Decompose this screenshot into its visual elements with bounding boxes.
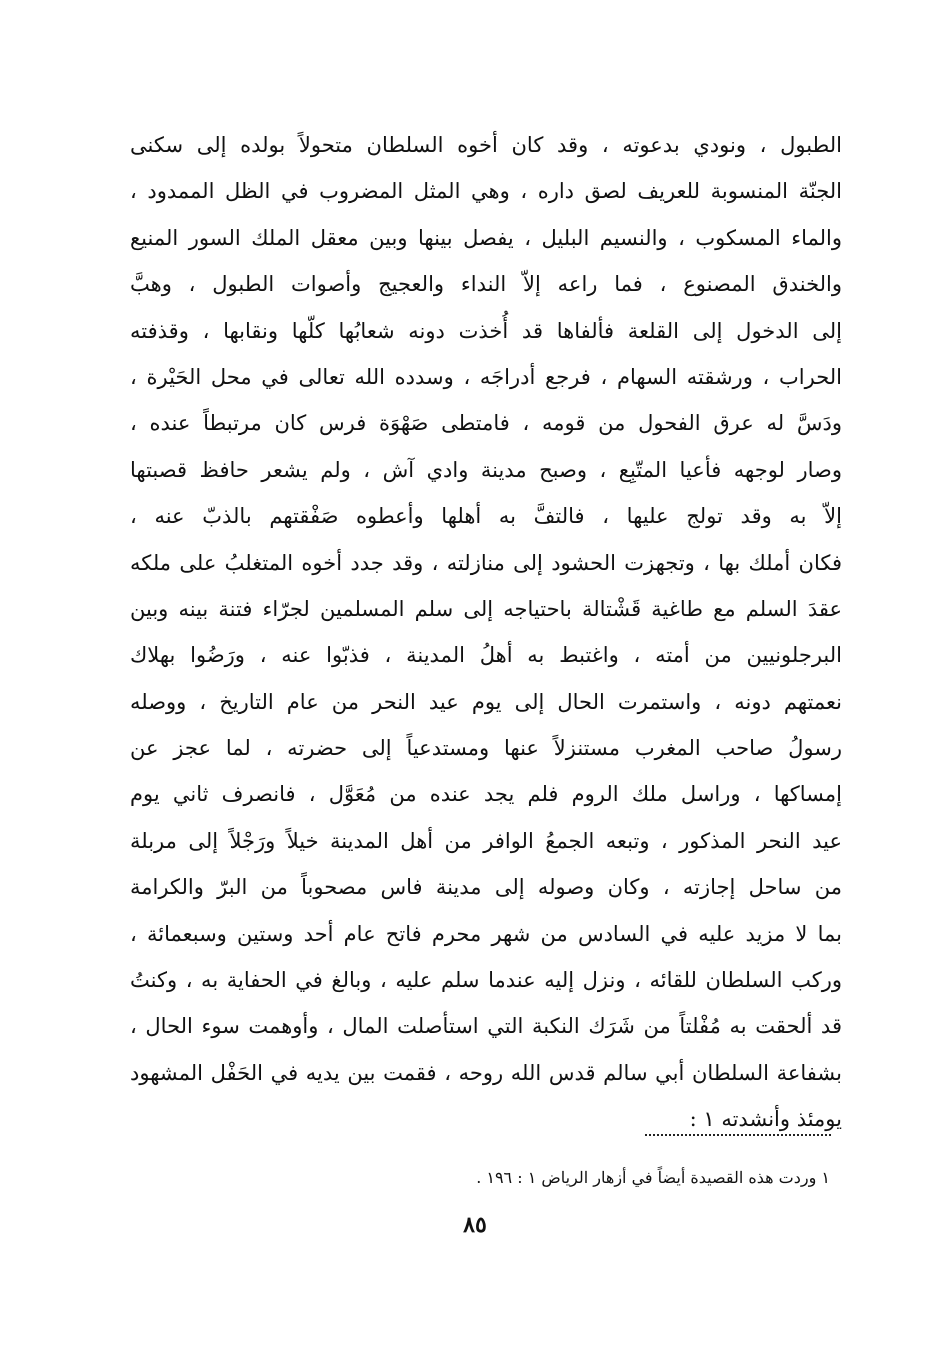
body-line: نعمتهم دونه ، واستمرت الحال إلى يوم عيد النحر من عام التاريخ ، ووصله	[130, 689, 842, 714]
body-line: الجنّة المنسوبة للعريف لصق داره ، وهي المثل المضروب في الظل الممدود ،	[130, 179, 842, 204]
body-line: عيد النحر المذكور ، وتبعه الجمعُ الوافر من أهل المدينة خيلاً ورَجْلاً إلى مربلة	[130, 828, 842, 853]
body-line: إلى الدخول إلى القلعة فألفاها قد أُخذت دونه شعابُها كلّها ونقابها ، وقذفته	[130, 318, 842, 343]
body-line: إمساكها ، وراسل ملك الروم فلم يجد عنده من مُعَوَّل ، فانصرف ثاني يوم	[130, 782, 842, 807]
body-line: وصار لوجهه فأعيا المتّبِع ، وصبح مدينة وادي آش ، ولم يشعر حافظ قصبتها	[130, 457, 842, 482]
body-line: بما لا مزيد عليه في السادس من شهر محرم فاتح عام أحد وستين وسبعمائة ،	[130, 921, 842, 946]
page-number: ٨٥	[463, 1212, 487, 1238]
body-line: الطبول ، ونودي بدعوته ، وقد كان أخوه السلطان متحولاً بولده إلى سكنى	[130, 133, 842, 157]
body-line: عقدَ السلم مع طاغية قَشْتالة باحتياجه إلى سلم المسلمين لجرّاء فتنة بينه وبين	[130, 596, 842, 621]
body-line: يومئذ وأنشدته ١ :	[689, 1107, 842, 1132]
body-line: إلاّ به وقد تولج عليها ، فالتفَّ به أهلها وأعطوه صَفْقتهم بالذبّ عنه ،	[130, 504, 842, 529]
body-line: قد ألحقت به مُفْلتاً من شَرَك النكبة التي استأصلت المال ، وأوهمت سوء الحال ،	[130, 1014, 842, 1039]
body-line: بشفاعة السلطان أبي سالم قدس الله روحه ، فقمت بين يديه في الحَفْل المشهود	[130, 1060, 842, 1085]
body-line: وركب السلطان للقائه ، ونزل إليه عندما سلم عليه ، وبالغ في الحفاية به ، وكنتُ	[130, 968, 842, 993]
body-line: من ساحل إجازته ، وكان وصوله إلى مدينة فاس مصحوباً من البرّ والكرامة	[130, 875, 842, 900]
body-line: والخندق المصنوع ، فما راعه إلاّ النداء والعجيج وأصوات الطبول ، وهبَّ	[130, 272, 842, 297]
body-line: رسولُ صاحب المغرب مستنزلاً عنها ومستدعياً إلى حضرته ، لما عجز عن	[130, 736, 842, 761]
body-line: والماء المسكوب ، والنسيم البليل ، يفصل بينها وبين معقل الملك السور المنيع	[130, 225, 842, 250]
footnote: ١ وردت هذه القصيدة أيضاً في أزهار الرياض ١ : ١٩٦ .	[476, 1168, 830, 1187]
body-line: فكان أملك بها ، وتجهزت الحشود إلى منازلته ، وقد جدد أخوه المتغلبُ على ملكه	[130, 550, 842, 575]
body-line: الحراب ، ورشقته السهام ، فرجع أدراجَه ، وسدده الله تعالى في محل الحَيْرة ،	[130, 364, 842, 389]
footnote-separator	[645, 1134, 831, 1136]
body-line: البرجلونيين من أمته ، واغتبط به أهلُ المدينة ، فذبّوا عنه ، ورَضُوا بهلاك	[130, 643, 842, 668]
body-line: ودَسَّ له عرق الفحول من قومه ، فامتطى صَهْوَة فرس كان مرتبطاً عنده ،	[130, 411, 842, 436]
body-text	[130, 122, 842, 1143]
